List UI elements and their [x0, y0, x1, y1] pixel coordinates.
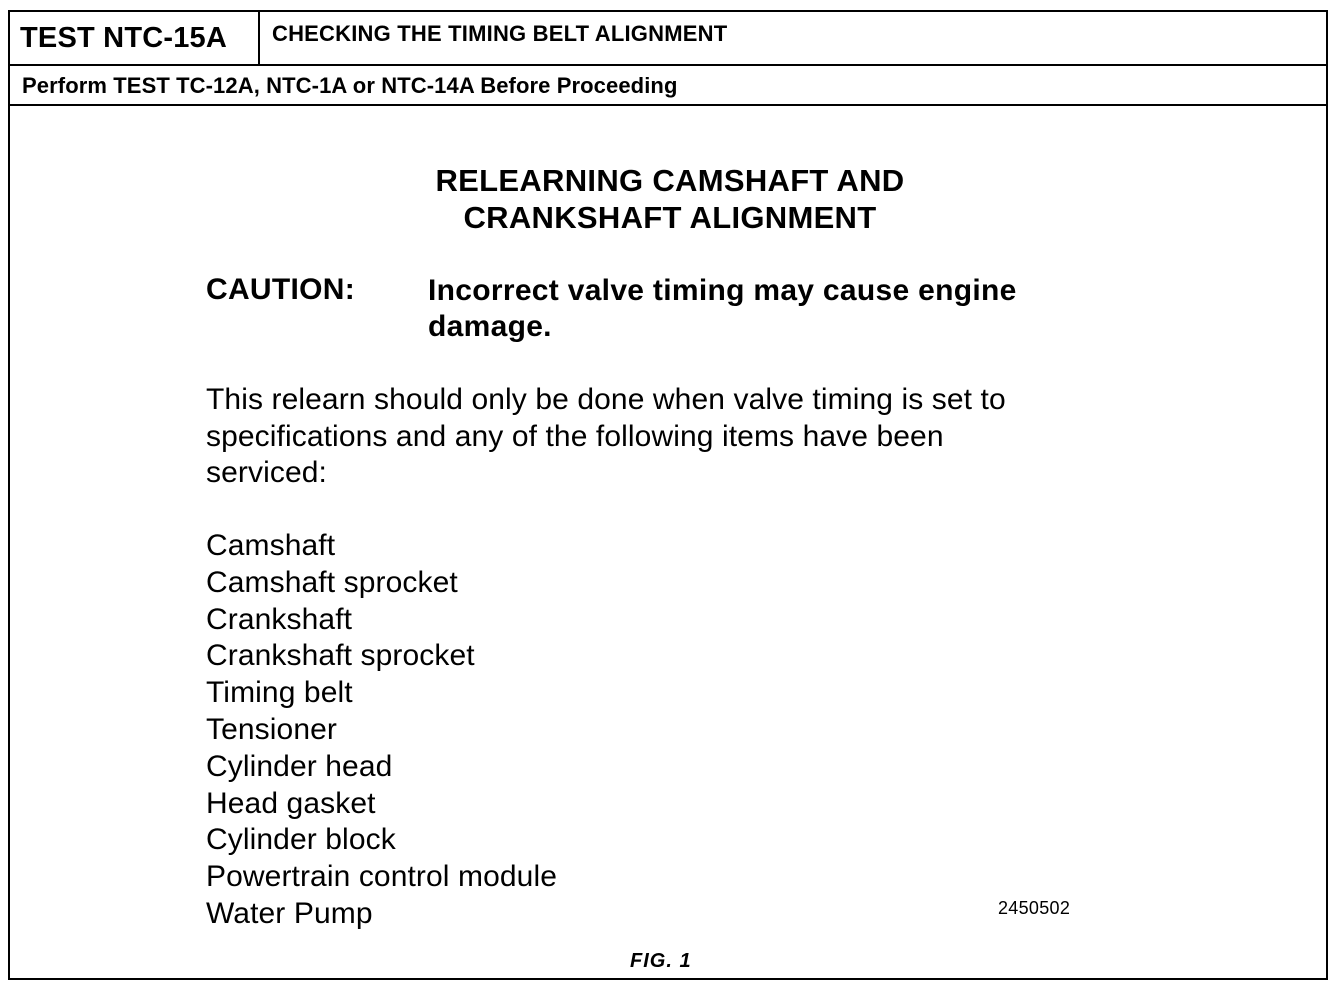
prerequisite-row	[10, 66, 1326, 106]
intro-paragraph	[206, 382, 1126, 492]
list-item: Camshaft sprocket	[206, 565, 458, 599]
figure-heading-line2: CRANKSHAFT ALIGNMENT	[463, 200, 877, 235]
caution-label: CAUTION:	[206, 273, 356, 306]
intro-line3: serviced:	[206, 456, 327, 489]
intro-line1: This relearn should only be done when valve timing is set to	[206, 383, 1006, 416]
serviced-items-list	[206, 528, 557, 933]
header-row	[10, 12, 1326, 66]
test-id: TEST NTC-15A	[10, 12, 260, 64]
caution-text-line1: Incorrect valve timing may cause engine	[428, 274, 1017, 307]
procedure-frame	[8, 10, 1328, 980]
list-item: Tensioner	[206, 712, 337, 746]
list-item: Head gasket	[206, 786, 376, 820]
caution-text-line2: damage.	[428, 310, 552, 343]
list-item: Timing belt	[206, 676, 353, 710]
prerequisite-text: Perform TEST TC-12A, NTC-1A or NTC-14A Before Proceeding	[22, 73, 678, 98]
list-item: Cylinder head	[206, 749, 393, 783]
list-item: Cylinder block	[206, 823, 396, 857]
list-item: Powertrain control module	[206, 860, 558, 894]
list-item: Camshaft	[206, 529, 336, 562]
figure-heading	[270, 162, 1070, 236]
test-title: CHECKING THE TIMING BELT ALIGNMENT	[272, 21, 728, 46]
intro-line2: specifications and any of the following items have been	[206, 419, 944, 453]
caution-text	[428, 273, 1118, 345]
figure-heading-line1: RELEARNING CAMSHAFT AND	[435, 163, 905, 198]
figure-caption: FIG. 1	[630, 950, 692, 972]
list-item: Water Pump	[206, 896, 373, 930]
list-item: Crankshaft sprocket	[206, 639, 475, 673]
art-number: 2450502	[998, 898, 1071, 918]
list-item: Crankshaft	[206, 602, 353, 636]
